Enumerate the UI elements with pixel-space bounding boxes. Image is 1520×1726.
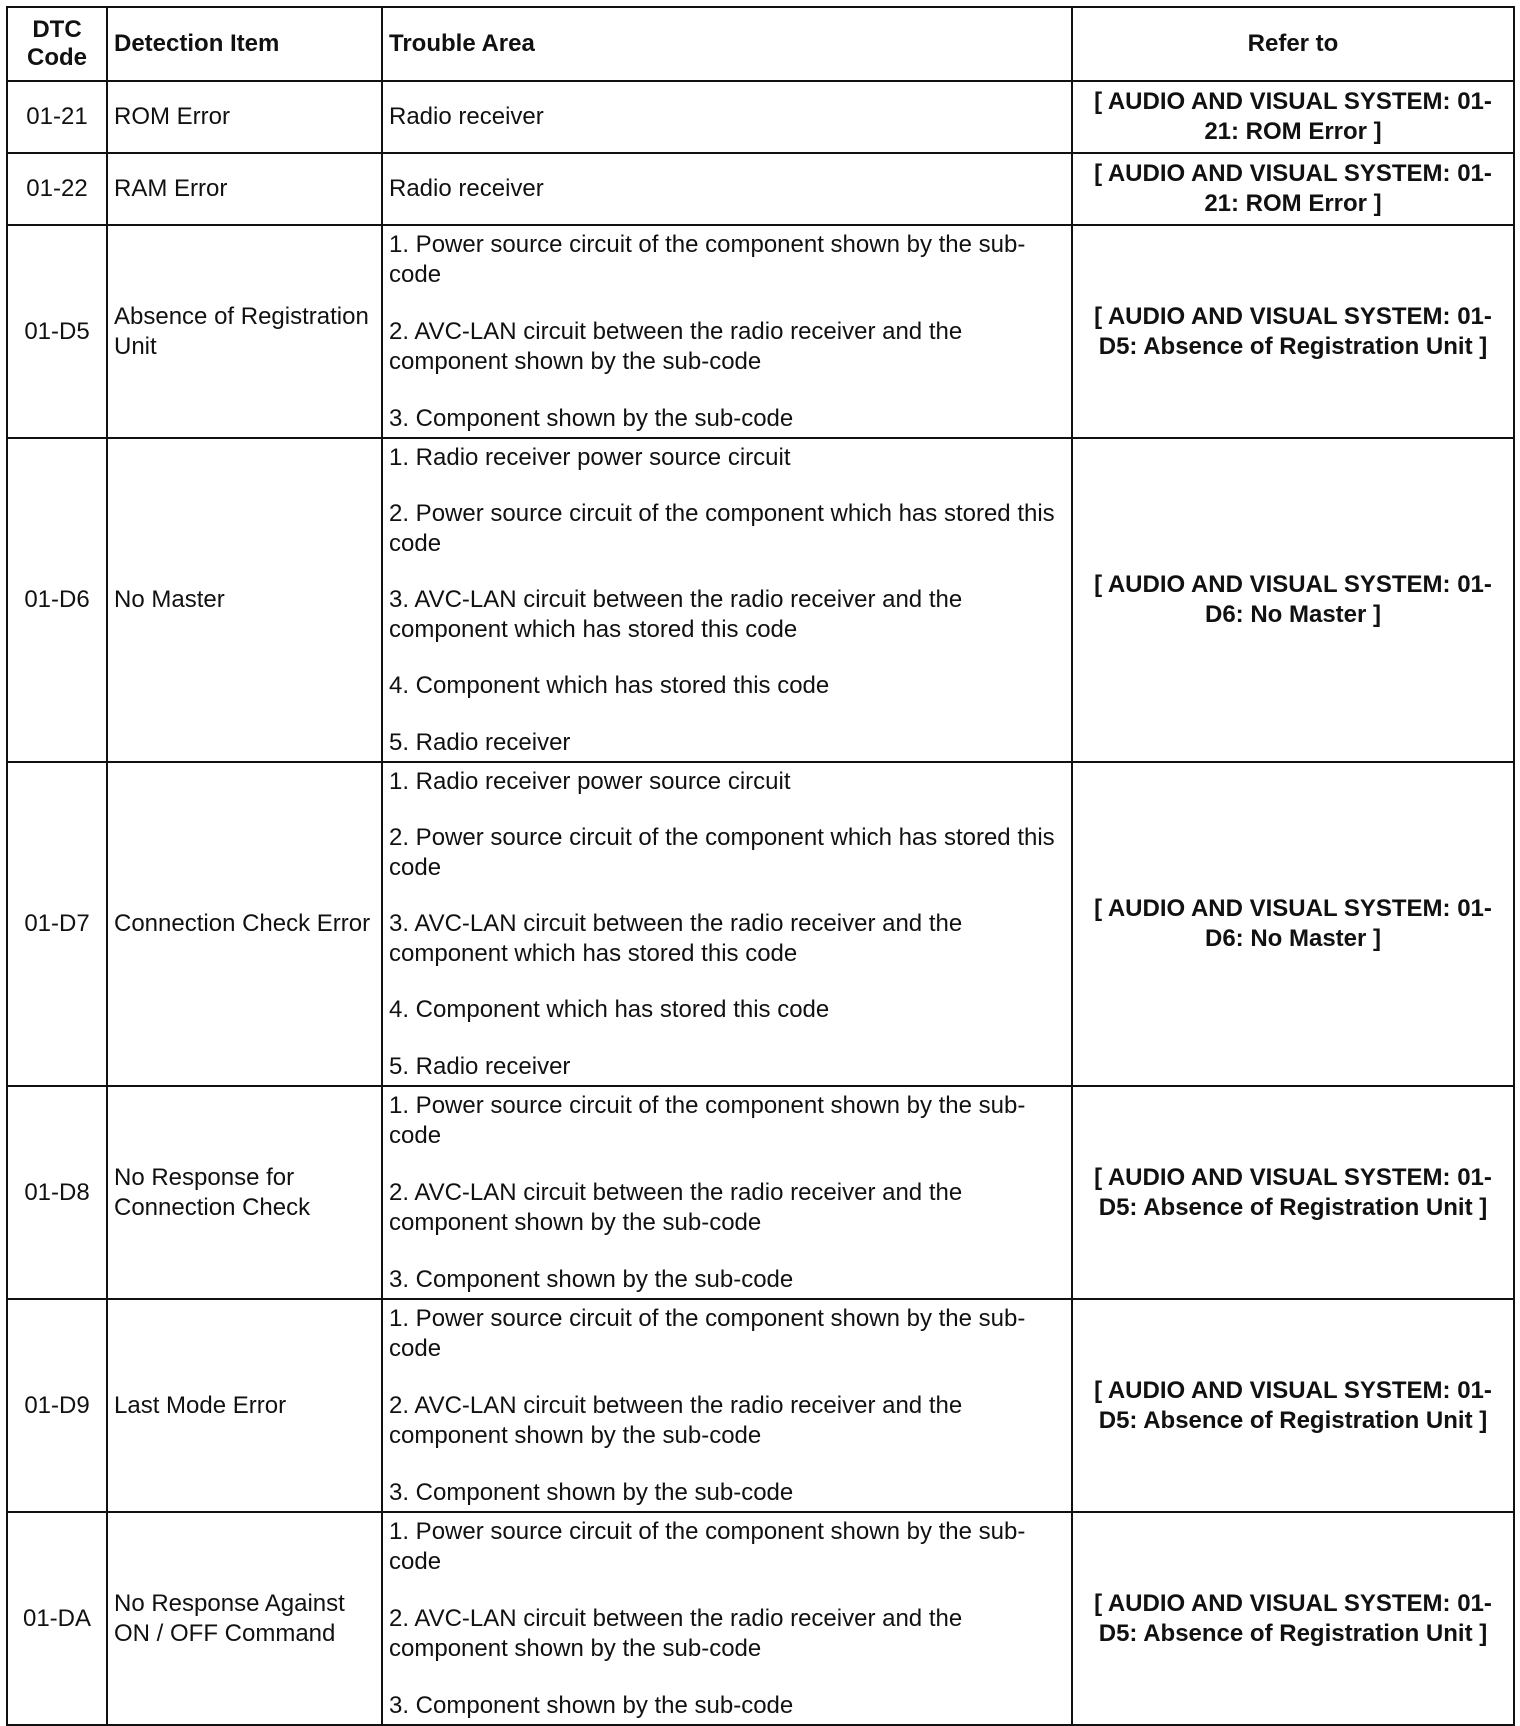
table-row (7, 1512, 1514, 1725)
trouble-area-item: 1. Power source circuit of the component shown by the sub-code (389, 1091, 1026, 1149)
trouble-area-item: 3. Component shown by the sub-code (389, 1691, 794, 1719)
trouble-area-item: 1. Radio receiver power source circuit (389, 767, 791, 795)
trouble-area-item: 1. Power source circuit of the component shown by the sub-code (389, 1517, 1026, 1575)
table-row (7, 81, 1514, 153)
trouble-area-item: 3. Component shown by the sub-code (389, 1478, 794, 1506)
trouble-area (382, 438, 1072, 762)
refer-link[interactable]: [ AUDIO AND VISUAL SYSTEM: 01-D6: No Master ] (1072, 762, 1514, 1086)
trouble-area (382, 81, 1072, 153)
trouble-area-item: 3. AVC-LAN circuit between the radio receiver and the component which has stored this code (389, 910, 963, 967)
detection-item: Absence of Registration Unit (107, 225, 382, 438)
refer-link[interactable]: [ AUDIO AND VISUAL SYSTEM: 01-D6: No Master ] (1072, 438, 1514, 762)
trouble-area-item: 2. AVC-LAN circuit between the radio receiver and the component shown by the sub-code (389, 1178, 963, 1236)
header-trouble-area: Trouble Area (382, 7, 1072, 81)
trouble-area (382, 225, 1072, 438)
table-row (7, 1086, 1514, 1299)
trouble-area-item: 1. Power source circuit of the component shown by the sub-code (389, 1304, 1026, 1362)
trouble-area-item: 1. Radio receiver power source circuit (389, 443, 791, 471)
header-dtc-code: DTC Code (7, 7, 107, 81)
refer-link[interactable]: [ AUDIO AND VISUAL SYSTEM: 01-21: ROM Error ] (1072, 153, 1514, 225)
trouble-area-item: Radio receiver (389, 175, 544, 202)
table-row (7, 153, 1514, 225)
dtc-code: 01-D7 (7, 762, 107, 1086)
dtc-code: 01-D9 (7, 1299, 107, 1512)
refer-link[interactable]: [ AUDIO AND VISUAL SYSTEM: 01-21: ROM Error ] (1072, 81, 1514, 153)
refer-link[interactable]: [ AUDIO AND VISUAL SYSTEM: 01-D5: Absence of Registration Unit ] (1072, 225, 1514, 438)
table-header-row (7, 7, 1514, 81)
dtc-code: 01-D8 (7, 1086, 107, 1299)
trouble-area-item: 2. AVC-LAN circuit between the radio receiver and the component shown by the sub-code (389, 1604, 963, 1662)
detection-item: Last Mode Error (107, 1299, 382, 1512)
header-detection-item: Detection Item (107, 7, 382, 81)
refer-link[interactable]: [ AUDIO AND VISUAL SYSTEM: 01-D5: Absence of Registration Unit ] (1072, 1299, 1514, 1512)
table-row (7, 1299, 1514, 1512)
trouble-area-item: 2. Power source circuit of the component which has stored this code (389, 823, 1055, 881)
refer-link[interactable]: [ AUDIO AND VISUAL SYSTEM: 01-D5: Absence of Registration Unit ] (1072, 1086, 1514, 1299)
detection-item: No Response Against ON / OFF Command (107, 1512, 382, 1725)
trouble-area-item: Radio receiver (389, 103, 544, 130)
dtc-code: 01-D5 (7, 225, 107, 438)
trouble-area-item: 3. Component shown by the sub-code (389, 1265, 794, 1293)
dtc-code: 01-D6 (7, 438, 107, 762)
dtc-code: 01-21 (7, 81, 107, 153)
refer-link[interactable]: [ AUDIO AND VISUAL SYSTEM: 01-D5: Absence of Registration Unit ] (1072, 1512, 1514, 1725)
table-row (7, 762, 1514, 1086)
trouble-area (382, 1512, 1072, 1725)
trouble-area-item: 2. AVC-LAN circuit between the radio receiver and the component shown by the sub-code (389, 317, 963, 375)
table-row (7, 438, 1514, 762)
dtc-table (6, 6, 1515, 1726)
trouble-area-item: 1. Power source circuit of the component shown by the sub-code (389, 230, 1026, 288)
detection-item: RAM Error (107, 153, 382, 225)
header-refer-to: Refer to (1072, 7, 1514, 81)
trouble-area-item: 4. Component which has stored this code (389, 996, 830, 1024)
trouble-area (382, 1299, 1072, 1512)
detection-item: No Response for Connection Check (107, 1086, 382, 1299)
dtc-code: 01-DA (7, 1512, 107, 1725)
trouble-area-item: 2. Power source circuit of the component which has stored this code (389, 499, 1055, 557)
trouble-area-item: 3. AVC-LAN circuit between the radio receiver and the component which has stored this code (389, 586, 963, 643)
trouble-area-item: 5. Radio receiver (389, 1052, 571, 1080)
trouble-area-item: 4. Component which has stored this code (389, 672, 830, 700)
trouble-area (382, 1086, 1072, 1299)
trouble-area (382, 762, 1072, 1086)
trouble-area (382, 153, 1072, 225)
trouble-area-item: 5. Radio receiver (389, 728, 571, 756)
detection-item: No Master (107, 438, 382, 762)
trouble-area-item: 3. Component shown by the sub-code (389, 404, 794, 432)
dtc-code: 01-22 (7, 153, 107, 225)
trouble-area-item: 2. AVC-LAN circuit between the radio receiver and the component shown by the sub-code (389, 1391, 963, 1449)
detection-item: Connection Check Error (107, 762, 382, 1086)
detection-item: ROM Error (107, 81, 382, 153)
table-row (7, 225, 1514, 438)
